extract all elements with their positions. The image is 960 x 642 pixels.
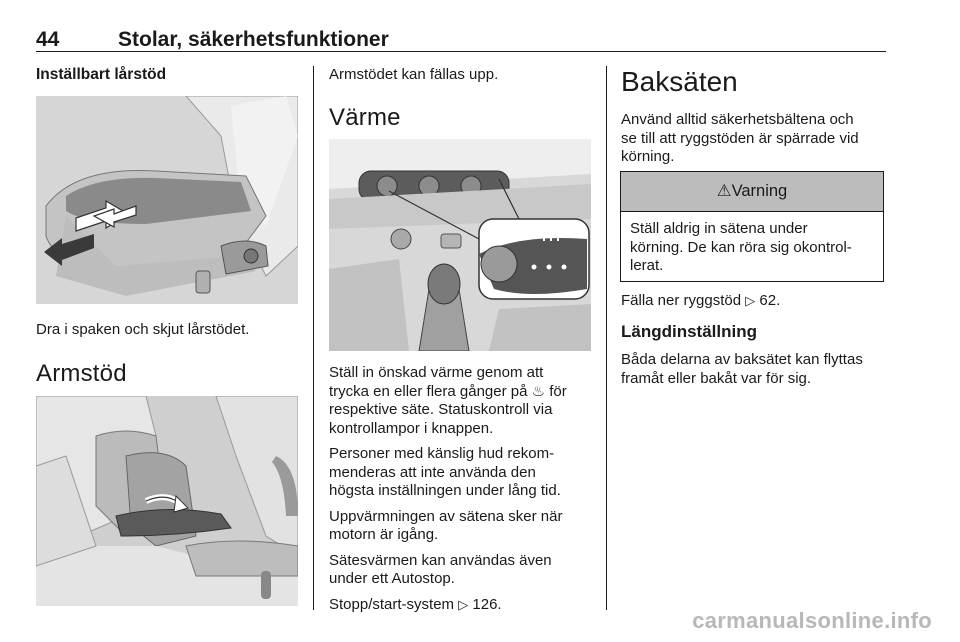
column-divider-2 — [606, 66, 607, 610]
rear-seats-intro — [621, 111, 883, 167]
column-divider-1 — [313, 66, 314, 610]
heating-p1-line2-post: för — [549, 382, 567, 400]
warning-line3: lerat. — [630, 257, 664, 274]
page-number: 44 — [36, 28, 60, 51]
armrest-illustration — [36, 396, 298, 606]
heating-p3-line1: Uppvärmningen av sätena sker när — [329, 507, 563, 525]
stop-start-link-text: Stopp/start-system — [329, 595, 455, 613]
stop-start-page-ref[interactable]: 126. — [472, 595, 502, 613]
heating-body — [329, 364, 601, 621]
length-adjustment-text — [621, 351, 883, 388]
page-header — [36, 28, 886, 50]
seat-heating-illustration — [329, 139, 591, 351]
header-rule — [36, 51, 886, 52]
heating-p3-line2: motorn är igång. — [329, 526, 439, 543]
heating-p1-line4: kontrollampor i knappen. — [329, 419, 494, 437]
warning-line1: Ställ aldrig in sätena under — [630, 220, 808, 237]
warning-line2: körning. De kan röra sig okontrol- — [630, 238, 852, 256]
length-line1: Båda delarna av baksätet kan flyttas — [621, 351, 863, 368]
heating-p4-line1: Sätesvärmen kan användas även — [329, 551, 552, 569]
watermark: carmanualsonline.info — [692, 608, 932, 633]
warning-header — [621, 172, 883, 212]
seat-heating-icon: ♨ — [531, 382, 546, 400]
heating-heading: Värme — [329, 104, 401, 131]
thigh-support-heading: Inställbart lårstöd — [36, 66, 167, 83]
heating-p1-line1: Ställ in önskad värme genom att — [329, 364, 544, 381]
warning-icon: ⚠ — [716, 182, 732, 200]
armrest-heading: Armstöd — [36, 360, 127, 387]
rear-seats-heading: Baksäten — [621, 66, 738, 97]
page-ref-icon: ▷ — [745, 293, 756, 308]
warning-title: Varning — [731, 182, 788, 200]
thigh-support-illustration — [36, 96, 298, 304]
heating-p4-line2: under ett Autostop. — [329, 570, 455, 587]
length-line2: framåt eller bakåt var för sig. — [621, 369, 812, 387]
fold-backrest-label: Fälla ner ryggstöd — [621, 292, 742, 309]
heating-p1-line3: respektive säte. Statuskontroll via — [329, 401, 553, 418]
length-adjustment-heading: Längdinställning — [621, 322, 757, 341]
rear-intro-line2: se till att ryggstöden är spärrade vid — [621, 129, 859, 147]
rear-intro-line3: körning. — [621, 148, 675, 165]
warning-body — [630, 220, 876, 276]
armrest-fold-text: Armstödet kan fällas upp. — [329, 66, 499, 83]
page-ref-icon: ▷ — [458, 596, 469, 612]
thigh-support-caption: Dra i spaken och skjut lårstödet. — [36, 321, 250, 338]
heating-p1-line2-pre: trycka en eller flera gånger på — [329, 382, 528, 400]
heating-p2-line3: högsta inställningen under lång tid. — [329, 482, 561, 499]
fold-backrest-page-ref[interactable]: 62. — [759, 292, 781, 309]
chapter-title: Stolar, säkerhetsfunktioner — [118, 28, 389, 51]
rear-intro-line1: Använd alltid säkerhetsbältena och — [621, 111, 854, 128]
heating-p2-line1: Personer med känslig hud rekom- — [329, 445, 555, 462]
fold-backrest-text — [621, 292, 780, 311]
warning-box — [620, 171, 884, 282]
heating-p2-line2: menderas att inte använda den — [329, 463, 536, 481]
